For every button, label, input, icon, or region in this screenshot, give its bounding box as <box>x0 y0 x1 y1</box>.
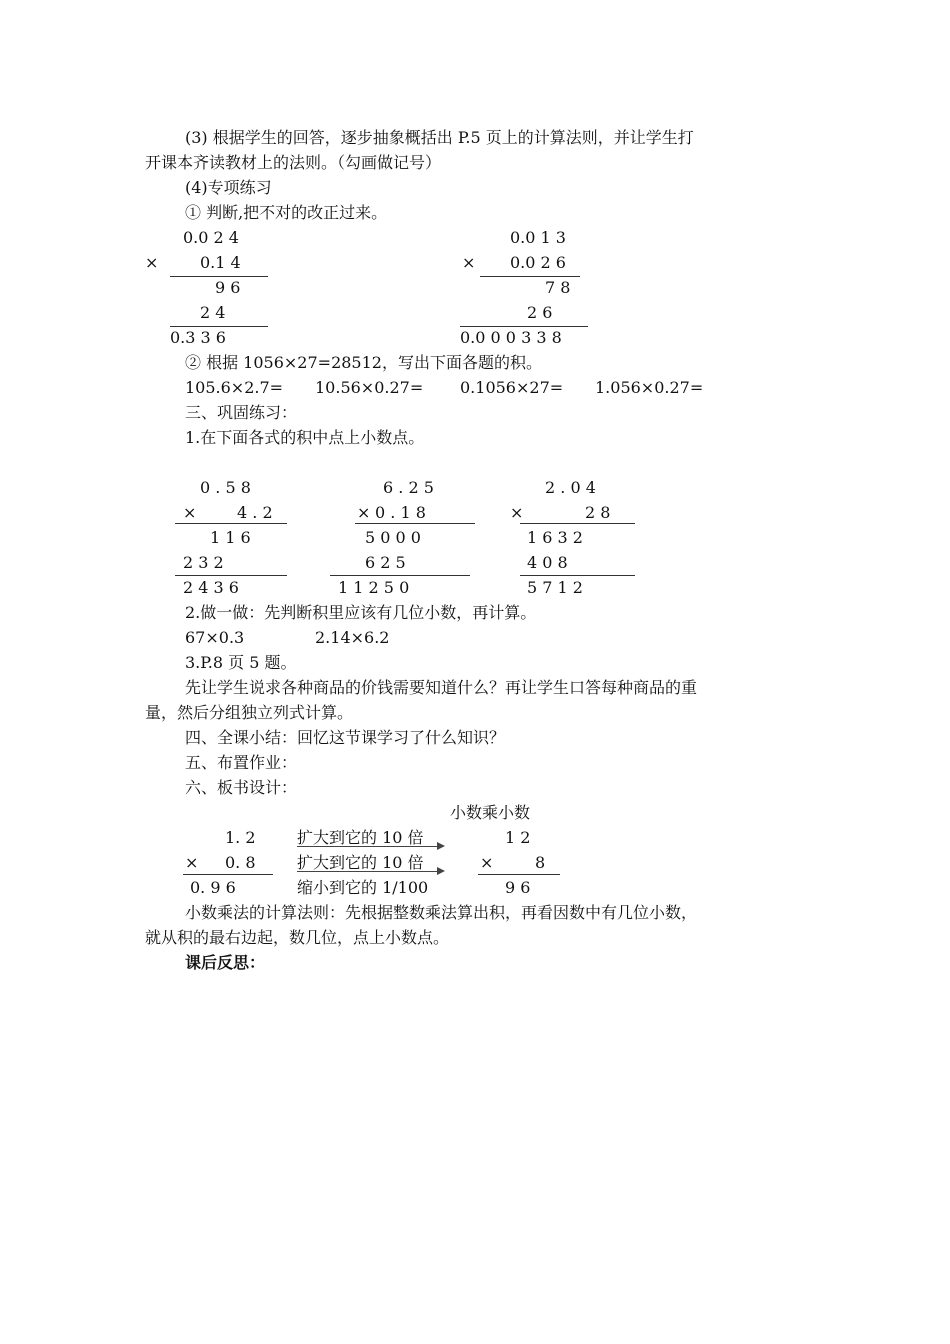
calc-b-row3: 5 0 0 0 <box>365 528 421 547</box>
divider-line <box>175 575 287 576</box>
times-sign: × <box>145 253 159 272</box>
rule-line1: 小数乘法的计算法则：先根据整数乘法算出积，再看因数中有几位小数， <box>185 903 698 922</box>
reflection-heading: 课后反思： <box>185 953 266 972</box>
board-right-row1: 1 2 <box>505 828 531 847</box>
board-left-row2: 0. 8 <box>225 853 256 872</box>
judge-right-row5: 0.0 0 0 3 3 8 <box>460 328 562 347</box>
board-right-row3: 9 6 <box>505 878 531 897</box>
judge-right-row4: 2 6 <box>527 303 553 322</box>
divider-line <box>520 523 635 524</box>
judge-right-row1: 0.0 1 3 <box>510 228 566 247</box>
board-middle-line3: 缩小到它的 1/100 <box>297 878 429 897</box>
arrow-right-icon <box>437 867 445 875</box>
board-title: 小数乘小数 <box>450 803 531 822</box>
calc-a-row3: 1 1 6 <box>210 528 251 547</box>
paragraph-based-on: ② 根据 1056×27=28512，写出下面各题的积。 <box>185 353 542 372</box>
task-2-item-2: 2.14×6.2 <box>315 628 390 647</box>
section-heading-5: 五、布置作业： <box>185 753 298 772</box>
times-sign: × <box>480 853 494 872</box>
judge-right-row2: 0.0 2 6 <box>510 253 566 272</box>
task-3: 3.P.8 页 5 题。 <box>185 653 297 672</box>
board-right-row2: 8 <box>535 853 546 872</box>
calc-c-row1: 2 . 0 4 <box>545 478 596 497</box>
product-item-3: 0.1056×27= <box>460 378 564 397</box>
divider-line <box>520 575 635 576</box>
times-sign: × <box>462 253 476 272</box>
calc-a-row4: 2 3 2 <box>183 553 224 572</box>
paragraph-method-line1: (3) 根据学生的回答，逐步抽象概括出 P.5 页上的计算法则，并让学生打 <box>185 128 694 147</box>
times-sign: × <box>357 503 371 522</box>
calc-b-row4: 6 2 5 <box>365 553 406 572</box>
board-middle-line2: 扩大到它的 10 倍 <box>297 853 424 872</box>
board-left-row3: 0. 9 6 <box>190 878 236 897</box>
judge-left-row2: 0.1 4 <box>200 253 241 272</box>
judge-left-row3: 9 6 <box>215 278 241 297</box>
section-heading-4: 四、全课小结：回忆这节课学习了什么知识？ <box>185 728 506 747</box>
paragraph-method-line2: 开课本齐读教材上的法则。（勾画做记号） <box>145 153 442 172</box>
paragraph-judge-instruction: ① 判断,把不对的改正过来。 <box>185 203 388 222</box>
arrow-line <box>297 871 437 872</box>
divider-line <box>480 276 580 277</box>
task-2-item-1: 67×0.3 <box>185 628 245 647</box>
calc-c-row3: 1 6 3 2 <box>527 528 583 547</box>
product-item-4: 1.056×0.27= <box>595 378 704 397</box>
divider-line <box>170 326 268 327</box>
divider-line <box>183 874 273 875</box>
calc-c-row5: 5 7 1 2 <box>527 578 583 597</box>
task-3-desc-line1: 先让学生说求各种商品的价钱需要知道什么？再让学生口答每种商品的重 <box>185 678 698 697</box>
divider-line <box>170 276 268 277</box>
divider-line <box>478 874 560 875</box>
divider-line <box>355 523 475 524</box>
divider-line <box>175 523 287 524</box>
calc-c-row4: 4 0 8 <box>527 553 568 572</box>
times-sign: × <box>510 503 524 522</box>
task-1: 1.在下面各式的积中点上小数点。 <box>185 428 425 447</box>
board-left-row1: 1. 2 <box>225 828 256 847</box>
product-item-1: 105.6×2.7= <box>185 378 284 397</box>
calc-a-row1: 0 . 5 8 <box>200 478 251 497</box>
rule-line2: 就从积的最右边起，数几位，点上小数点。 <box>145 928 450 947</box>
divider-line <box>460 326 588 327</box>
arrow-line <box>297 846 437 847</box>
times-sign: × <box>185 853 199 872</box>
judge-left-row4: 2 4 <box>200 303 226 322</box>
calc-b-row2: 0 . 1 8 <box>375 503 426 522</box>
judge-left-row1: 0.0 2 4 <box>183 228 239 247</box>
board-middle-line1: 扩大到它的 10 倍 <box>297 828 424 847</box>
task-2: 2.做一做：先判断积里应该有几位小数，再计算。 <box>185 603 537 622</box>
calc-a-row2: 4 . 2 <box>237 503 273 522</box>
product-item-2: 10.56×0.27= <box>315 378 424 397</box>
calc-b-row1: 6 . 2 5 <box>383 478 434 497</box>
task-3-desc-line2: 量，然后分组独立列式计算。 <box>145 703 354 722</box>
section-heading-6: 六、板书设计： <box>185 778 298 797</box>
judge-right-row3: 7 8 <box>545 278 571 297</box>
calc-c-row2: 2 8 <box>585 503 611 522</box>
section-heading-3: 三、巩固练习： <box>185 403 298 422</box>
paragraph-special-practice: (4)专项练习 <box>185 178 272 197</box>
calc-b-row5: 1 1 2 5 0 <box>338 578 410 597</box>
judge-left-row5: 0.3 3 6 <box>170 328 226 347</box>
arrow-right-icon <box>437 842 445 850</box>
times-sign: × <box>183 503 197 522</box>
calc-a-row5: 2 4 3 6 <box>183 578 239 597</box>
divider-line <box>330 575 470 576</box>
